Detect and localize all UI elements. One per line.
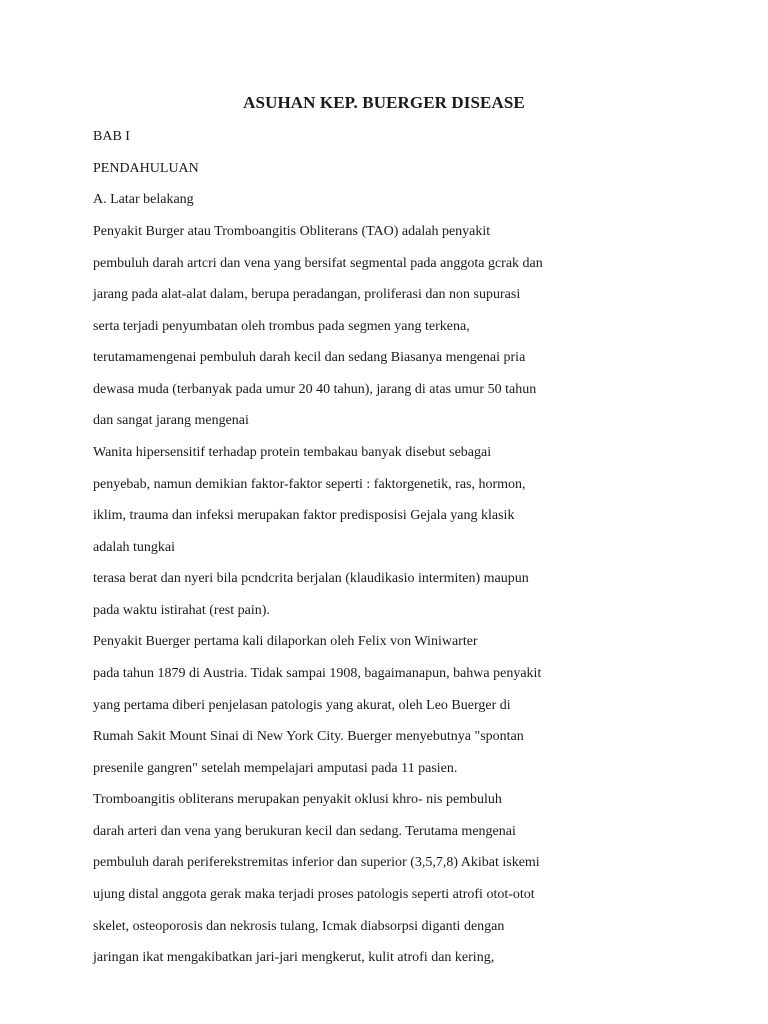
text-line: darah arteri dan vena yang berukuran kecil dan sedang. Terutama mengenai	[93, 824, 516, 839]
text-line: skelet, osteoporosis dan nekrosis tulang, Icmak diabsorpsi diganti dengan	[93, 919, 505, 934]
text-line: Wanita hipersensitif terhadap protein tembakau banyak disebut sebagai	[93, 445, 492, 460]
text-line: dan sangat jarang mengenai	[93, 413, 249, 428]
section-heading: PENDAHULUAN	[93, 161, 199, 176]
text-line: presenile gangren" setelah mempelajari amputasi pada 11 pasien.	[93, 761, 458, 776]
text-line: pada waktu istirahat (rest pain).	[93, 603, 270, 618]
text-line: adalah tungkai	[93, 540, 176, 555]
text-line: pembuluh darah artcri dan vena yang bersifat segmental pada anggota gcrak dan	[93, 256, 543, 271]
text-line: terutamamengenai pembuluh darah kecil dan sedang Biasanya mengenai pria	[93, 350, 526, 365]
text-line: Penyakit Buerger pertama kali dilaporkan oleh Felix von Winiwarter	[93, 634, 478, 649]
text-line: dewasa muda (terbanyak pada umur 20 40 tahun), jarang di atas umur 50 tahun	[93, 382, 537, 397]
text-line: iklim, trauma dan infeksi merupakan faktor predisposisi Gejala yang klasik	[93, 508, 515, 523]
text-line: yang pertama diberi penjelasan patologis yang akurat, oleh Leo Buerger di	[93, 698, 511, 713]
text-line: Rumah Sakit Mount Sinai di New York City. Buerger menyebutnya "spontan	[93, 729, 524, 744]
text-line: pada tahun 1879 di Austria. Tidak sampai 1908, bagaimanapun, bahwa penyakit	[93, 666, 542, 681]
text-line: jarang pada alat-alat dalam, berupa peradangan, proliferasi dan non supurasi	[93, 287, 521, 302]
text-line: terasa berat dan nyeri bila pcndcrita berjalan (klaudikasio intermiten) maupun	[93, 571, 529, 586]
text-line: serta terjadi penyumbatan oleh trombus pada segmen yang terkena,	[93, 319, 470, 334]
text-line: pembuluh darah periferekstremitas inferior dan superior (3,5,7,8) Akibat iskemi	[93, 855, 540, 870]
subsection-heading: A. Latar belakang	[93, 192, 194, 207]
document-title: ASUHAN KEP. BUERGER DISEASE	[243, 93, 525, 112]
text-line: ujung distal anggota gerak maka terjadi proses patologis seperti atrofi otot-otot	[93, 887, 535, 902]
text-line: penyebab, namun demikian faktor-faktor seperti : faktorgenetik, ras, hormon,	[93, 477, 526, 492]
text-line: jaringan ikat mengakibatkan jari-jari mengkerut, kulit atrofi dan kering,	[93, 950, 495, 965]
text-line: Penyakit Burger atau Tromboangitis Obliterans (TAO) adalah penyakit	[93, 224, 491, 239]
chapter-heading: BAB I	[93, 129, 130, 144]
text-line: Tromboangitis obliterans merupakan penyakit oklusi khro- nis pembuluh	[93, 792, 502, 807]
